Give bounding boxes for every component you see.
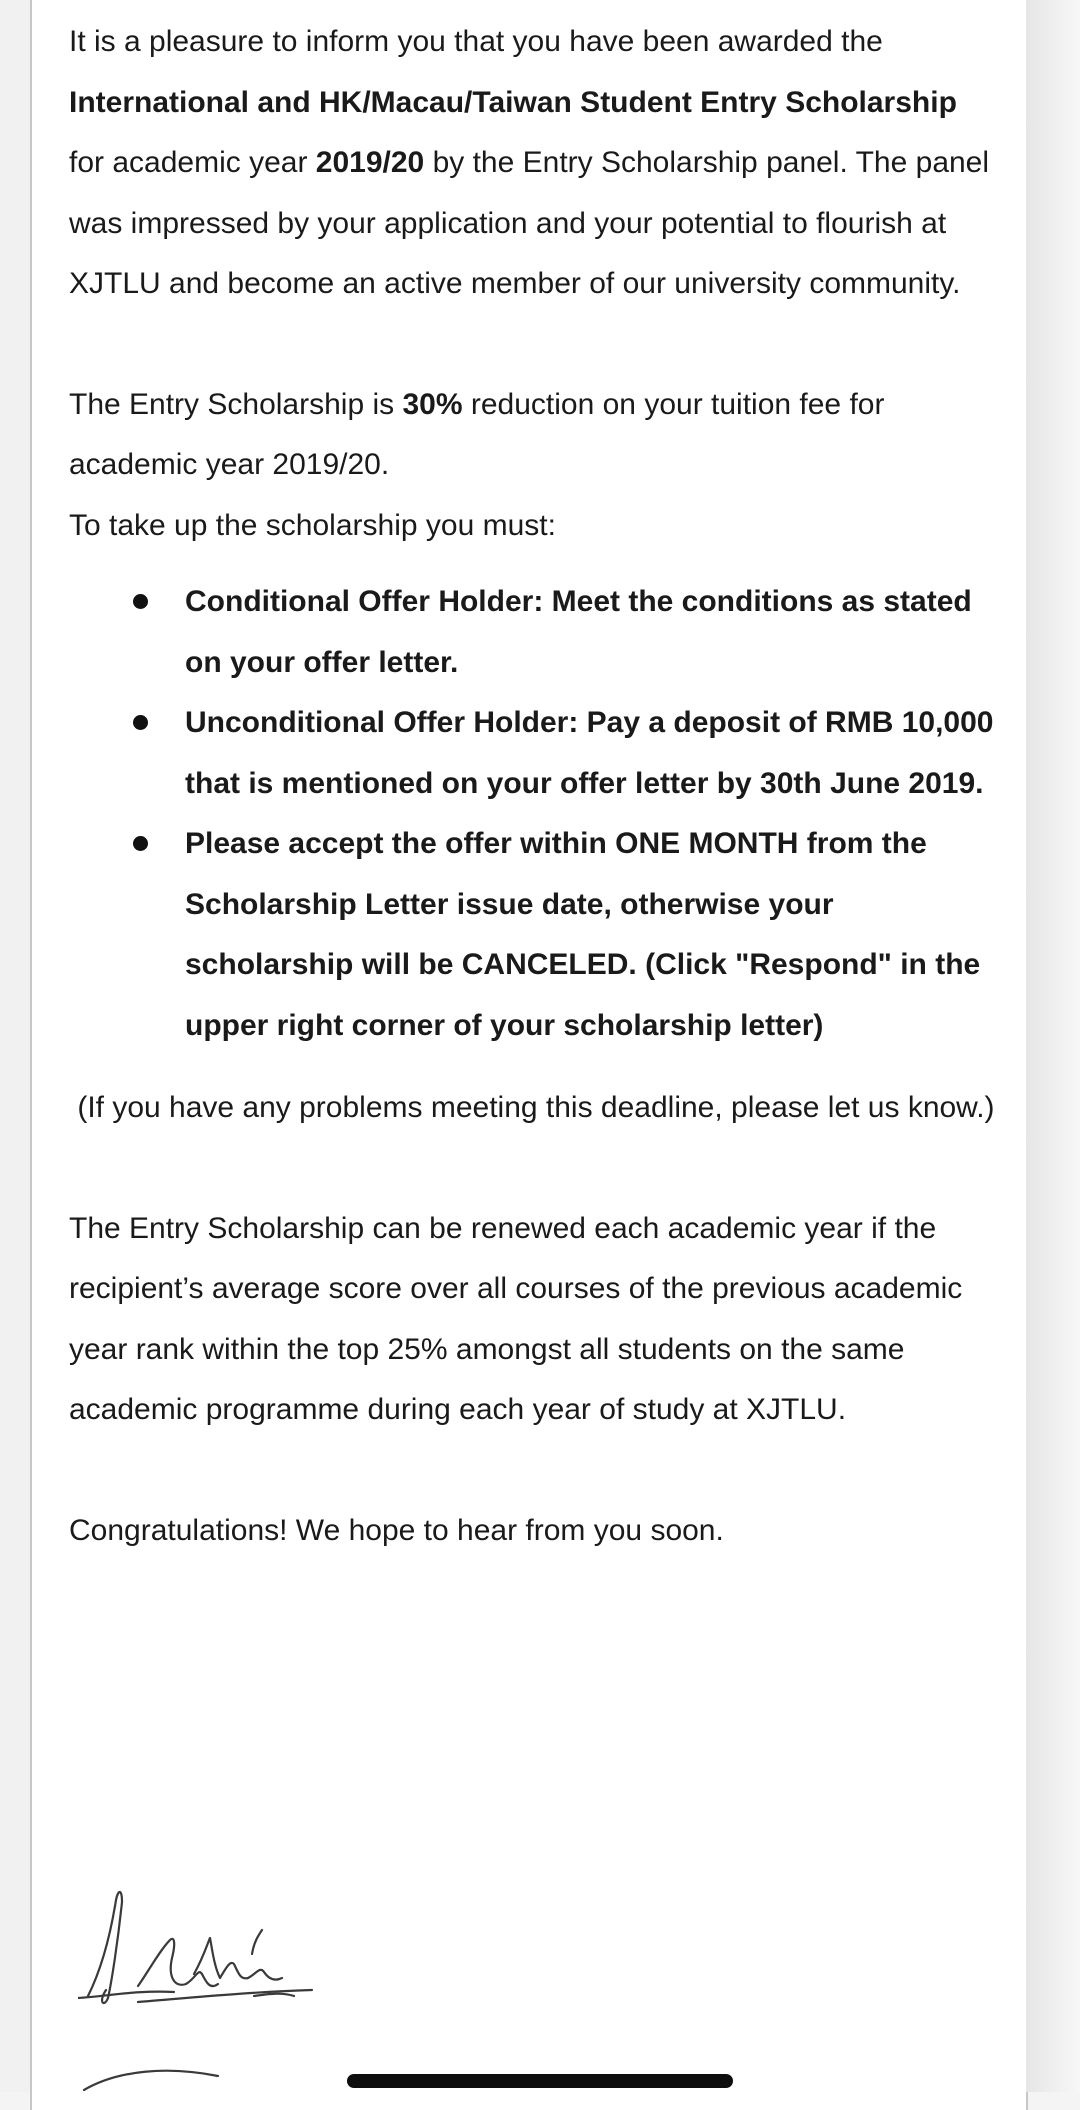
scholarship-name: International and HK/Macau/Taiwan Student Entry Scholarship: [69, 85, 957, 119]
letter-body: [69, 12, 999, 1561]
bullet-icon: [133, 715, 148, 730]
closing-line: Congratulations! We hope to hear from you soon.: [69, 1513, 724, 1547]
requirements-intro: To take up the scholarship you must:: [69, 508, 556, 542]
requirements-list: [69, 572, 999, 1056]
award-paragraph: It is a pleasure to inform you that you have been awarded the International and HK/Macau/Taiwan Student Entry Scholarship for academic year 2019/20 by the Entry Scholarship panel. The panel was impressed by your application and your potential to flourish at XJTLU and become an active member of our university community.: [69, 25, 990, 300]
list-item: Please accept the offer within ONE MONTH from the Scholarship Letter issue date, otherwise your scholarship will be CANCELED. (Click "Respond" in the upper right corner of your scholarship letter): [69, 814, 999, 1056]
academic-year: 2019/20: [315, 146, 425, 179]
page-edge-shadow: [1026, 0, 1080, 2092]
deadline-note: (If you have any problems meeting this deadline, please let us know.): [69, 1091, 995, 1124]
renewal-paragraph: The Entry Scholarship can be renewed each academic year if the recipient’s average score over all courses of the previous academic year rank within the top 25% amongst all students on the same academic programme during each year of study at XJTLU.: [69, 1211, 963, 1426]
signature-icon: [78, 1880, 358, 2092]
list-item: Unconditional Offer Holder: Pay a deposit of RMB 10,000 that is mentioned on your offer letter by 30th June 2019.: [69, 693, 999, 814]
reduction-percent: 30%: [402, 387, 463, 421]
bullet-icon: [133, 836, 148, 851]
bullet-icon: [133, 594, 148, 609]
home-indicator[interactable]: [347, 2074, 733, 2088]
reduction-paragraph: The Entry Scholarship is 30% reduction on your tuition fee for academic year 2019/20.: [69, 387, 885, 481]
list-item: Conditional Offer Holder: Meet the conditions as stated on your offer letter.: [69, 572, 999, 693]
